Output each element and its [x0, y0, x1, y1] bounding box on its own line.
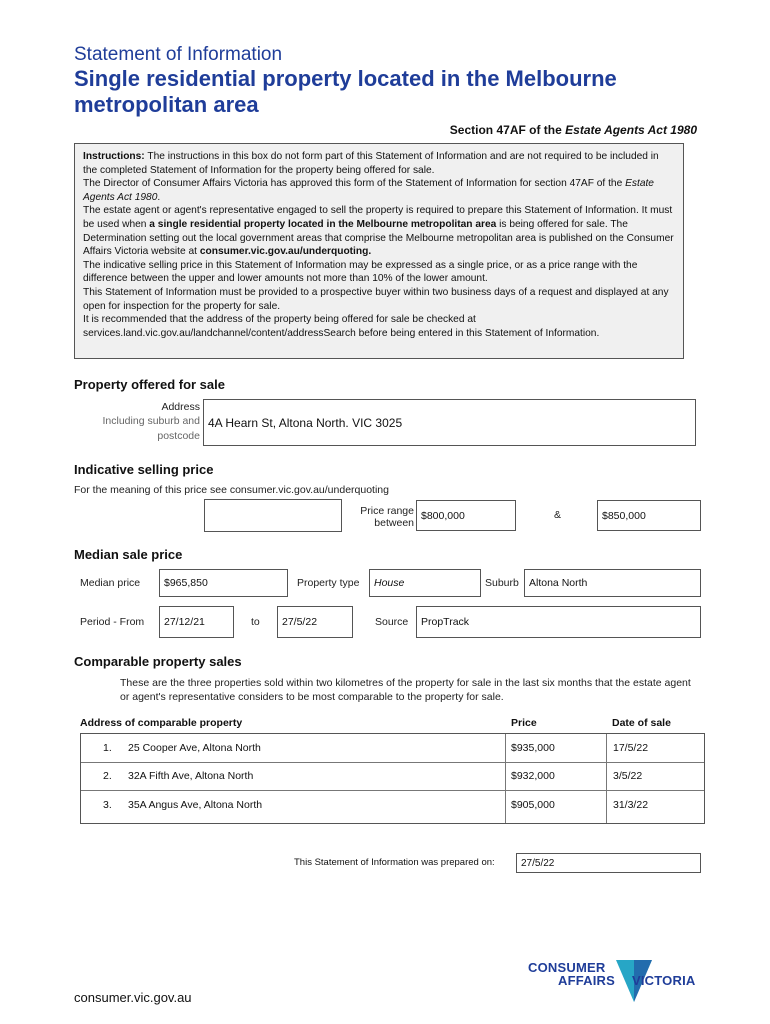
- row-date[interactable]: 17/5/22: [613, 742, 649, 754]
- suburb-label: Suburb: [485, 577, 519, 589]
- address-label: Address: [161, 401, 200, 413]
- row-price[interactable]: $932,000: [511, 770, 555, 782]
- table-row: [81, 763, 704, 791]
- period-to-label: to: [251, 616, 260, 628]
- property-heading: Property offered for sale: [74, 377, 225, 392]
- source-field[interactable]: PropTrack: [416, 606, 701, 638]
- comparable-description: These are the three properties sold within two kilometres of the property for sale in the last six months that the estate agent or agent's representative considers to be most comparable to the property for sale.: [120, 677, 691, 703]
- address-label-postcode: postcode: [157, 430, 200, 442]
- row-address[interactable]: 32A Fifth Ave, Altona North: [128, 770, 254, 782]
- property-type-field[interactable]: House: [369, 569, 481, 597]
- table-row: [81, 734, 704, 762]
- period-from-field[interactable]: 27/12/21: [159, 606, 234, 638]
- logo-line-affairs: AFFAIRS: [558, 973, 616, 988]
- row-address[interactable]: 35A Angus Ave, Altona North: [128, 799, 263, 811]
- indicative-note: For the meaning of this price see consumer.vic.gov.au/underquoting: [74, 484, 389, 496]
- col-header-address: Address of comparable property: [80, 717, 243, 729]
- price-range-label: Price range: [360, 505, 414, 517]
- logo-line-consumer: CONSUMER: [528, 960, 606, 975]
- row-date[interactable]: 3/5/22: [613, 770, 643, 782]
- logo-line-victoria: VICTORIA: [632, 973, 696, 988]
- median-heading: Median sale price: [74, 547, 183, 562]
- price-range-between-label: between: [374, 517, 414, 529]
- underquoting-link[interactable]: consumer.vic.gov.au/underquoting.: [199, 246, 372, 258]
- section-reference: Section 47AF of the Estate Agents Act 1980: [449, 123, 697, 137]
- property-type-label: Property type: [297, 577, 360, 589]
- col-header-date: Date of sale: [612, 717, 671, 729]
- suburb-field[interactable]: Altona North: [524, 569, 701, 597]
- act-name: Estate Agents Act 1980: [565, 123, 697, 137]
- row-number: 2.: [103, 770, 112, 782]
- table-row: [81, 791, 704, 824]
- row-number: 1.: [103, 742, 112, 754]
- row-price[interactable]: $905,000: [511, 799, 555, 811]
- instructions-p1: Instructions: The instructions in this box do not form part of this Statement of Information and are not required to be included in the completed Statement of Information for the property being offered for sale.: [83, 151, 659, 176]
- instructions-p2: The Director of Consumer Affairs Victoria has approved this form of the Statement of Information for section 47AF of the Estate Agents Act 1980.: [83, 178, 654, 203]
- prepared-on-field[interactable]: 27/5/22: [516, 853, 701, 873]
- footer-url[interactable]: consumer.vic.gov.au: [74, 990, 192, 1005]
- consumer-affairs-victoria-logo: [528, 958, 704, 1008]
- prepared-on-label: This Statement of Information was prepared on:: [294, 857, 495, 868]
- source-label: Source: [375, 616, 409, 628]
- period-to-field[interactable]: 27/5/22: [277, 606, 353, 638]
- indicative-heading: Indicative selling price: [74, 462, 214, 477]
- price-range-low-field[interactable]: $800,000: [416, 500, 516, 531]
- col-header-price: Price: [511, 717, 537, 729]
- instructions-p4: The indicative selling price in this Statement of Information may be expressed as a single price, or as a price range with the difference between the upper and lower amounts not more than 10% of the lower amount.: [83, 259, 638, 285]
- row-number: 3.: [103, 799, 112, 811]
- period-from-label: Period - From: [80, 616, 145, 628]
- price-range-amp: &: [554, 509, 562, 521]
- comparable-table: [80, 733, 705, 824]
- property-address-field[interactable]: 4A Hearn St, Altona North. VIC 3025: [203, 399, 696, 446]
- page-title: Single residential property located in the Melbourne metropolitan area: [74, 66, 617, 117]
- instructions-box: [74, 143, 684, 359]
- instructions-p6: It is recommended that the address of the property being offered for sale be checked at services.land.vic.gov.au/landchannel/content/addressSearch before being entered in this Statement of Information.: [83, 314, 600, 339]
- median-price-label: Median price: [80, 577, 141, 589]
- row-date[interactable]: 31/3/22: [613, 799, 649, 811]
- instructions-p5: This Statement of Information must be provided to a prospective buyer within two business days of a request and displayed at any open for inspection for the property for sale.: [83, 286, 669, 312]
- row-price[interactable]: $935,000: [511, 742, 555, 754]
- document-type: Statement of Information: [74, 44, 283, 65]
- comparable-heading: Comparable property sales: [74, 654, 242, 669]
- price-range-high-field[interactable]: $850,000: [597, 500, 701, 531]
- instructions-p3: The estate agent or agent's representative engaged to sell the property is required to prepare this Statement of Information. It must be used when a single residential property located in the Melbourne metropolitan area is being offered for sale. The Determination setting out the local government areas that comprise the Melbourne metropolitan area is published on the Consumer Affairs Victoria website at consumer.vic.gov.au/underquoting.: [83, 205, 674, 258]
- median-price-field[interactable]: $965,850: [159, 569, 288, 597]
- single-price-field[interactable]: [204, 499, 342, 532]
- row-address[interactable]: 25 Cooper Ave, Altona North: [128, 742, 261, 754]
- address-label-suburb: Including suburb and: [102, 415, 200, 427]
